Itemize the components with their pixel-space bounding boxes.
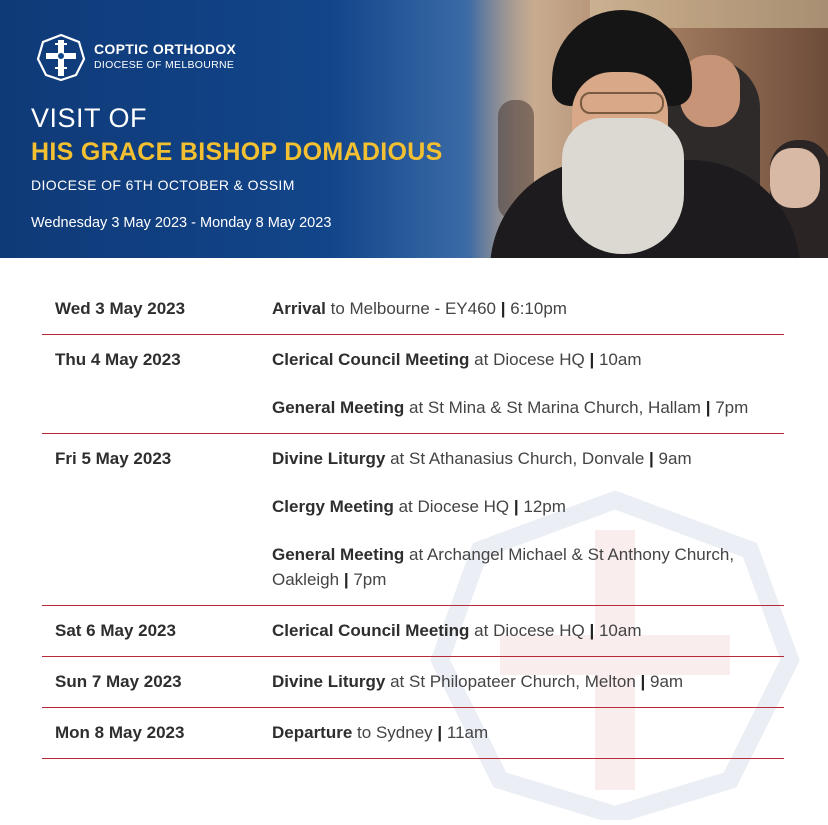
event-detail: at St Philopateer Church, Melton bbox=[390, 672, 636, 691]
schedule-event: Divine Liturgy at St Athanasius Church, Donvale | 9am bbox=[272, 449, 692, 468]
event-detail: at Diocese HQ bbox=[398, 497, 510, 516]
event-time: 9am bbox=[650, 672, 684, 691]
event-detail: at St Mina & St Marina Church, Hallam bbox=[409, 398, 701, 417]
schedule-date: Wed 3 May 2023 bbox=[55, 299, 186, 318]
schedule-events bbox=[272, 296, 784, 321]
schedule-event: General Meeting at St Mina & St Marina Church, Hallam | 7pm bbox=[272, 398, 749, 417]
schedule-events bbox=[272, 618, 784, 643]
event-title: Divine Liturgy bbox=[272, 672, 386, 691]
event-detail: to Sydney bbox=[357, 723, 433, 742]
event-title: Clergy Meeting bbox=[272, 497, 394, 516]
schedule-event: Departure to Sydney | 11am bbox=[272, 723, 489, 742]
org-subtitle: DIOCESE OF MELBOURNE bbox=[94, 59, 235, 71]
event-title: Divine Liturgy bbox=[272, 449, 386, 468]
event-title: General Meeting bbox=[272, 398, 405, 417]
event-time: 6:10pm bbox=[510, 299, 567, 318]
schedule-events bbox=[272, 669, 784, 694]
schedule-row bbox=[42, 284, 784, 335]
event-title: Arrival bbox=[272, 299, 326, 318]
event-detail: at Diocese HQ bbox=[474, 621, 585, 640]
schedule-date: Sat 6 May 2023 bbox=[55, 621, 176, 640]
event-title: Clerical Council Meeting bbox=[272, 350, 470, 369]
event-time: 11am bbox=[446, 723, 489, 742]
schedule-event: Clerical Council Meeting at Diocese HQ | 10am bbox=[272, 350, 642, 369]
event-detail: at Archangel Michael & St Anthony Church, Oakleigh bbox=[272, 545, 735, 589]
schedule-event: General Meeting at Archangel Michael & St Anthony Church, Oakleigh | 7pm bbox=[272, 545, 735, 589]
event-time: 9am bbox=[658, 449, 692, 468]
schedule-events bbox=[272, 347, 784, 420]
schedule-row bbox=[42, 434, 784, 606]
event-detail: at Diocese HQ bbox=[474, 350, 585, 369]
event-detail: at St Athanasius Church, Donvale bbox=[390, 449, 645, 468]
visit-schedule bbox=[42, 284, 784, 759]
diocese-logo bbox=[34, 32, 237, 82]
bishop-photo bbox=[470, 0, 828, 258]
header-banner bbox=[0, 0, 828, 258]
visit-date-range: Wednesday 3 May 2023 - Monday 8 May 2023 bbox=[31, 215, 332, 231]
event-time: 10am bbox=[598, 621, 642, 640]
event-detail: to Melbourne - EY460 bbox=[330, 299, 496, 318]
schedule-event: Divine Liturgy at St Philopateer Church, Melton | 9am bbox=[272, 672, 684, 691]
schedule-row bbox=[42, 708, 784, 759]
photo-background-priest-face bbox=[770, 148, 820, 208]
photo-bishop-glasses bbox=[580, 92, 664, 114]
schedule-row bbox=[42, 657, 784, 708]
bishop-diocese: DIOCESE OF 6TH OCTOBER & OSSIM bbox=[31, 177, 295, 193]
schedule-event: Clergy Meeting at Diocese HQ | 12pm bbox=[272, 497, 566, 516]
org-name: COPTIC ORTHODOX bbox=[94, 41, 237, 57]
event-time: 7pm bbox=[715, 398, 749, 417]
schedule-event: Arrival to Melbourne - EY460 | 6:10pm bbox=[272, 299, 567, 318]
event-title: Departure bbox=[272, 723, 353, 742]
schedule-date: Mon 8 May 2023 bbox=[55, 723, 185, 742]
photo-bishop-beard bbox=[562, 118, 684, 254]
schedule-row bbox=[42, 335, 784, 434]
schedule-row bbox=[42, 606, 784, 657]
coptic-cross-logo-icon bbox=[34, 32, 88, 82]
schedule-date: Fri 5 May 2023 bbox=[55, 449, 172, 468]
event-title: Clerical Council Meeting bbox=[272, 621, 470, 640]
event-time: 7pm bbox=[353, 570, 387, 589]
event-title: General Meeting bbox=[272, 545, 405, 564]
schedule-events bbox=[272, 720, 784, 745]
schedule-event: Clerical Council Meeting at Diocese HQ | 10am bbox=[272, 621, 642, 640]
schedule-date: Sun 7 May 2023 bbox=[55, 672, 182, 691]
bishop-name-heading: HIS GRACE BISHOP DOMADIOUS bbox=[31, 138, 443, 166]
schedule-events bbox=[272, 446, 784, 592]
event-time: 10am bbox=[598, 350, 642, 369]
event-time: 12pm bbox=[523, 497, 566, 516]
schedule-date: Thu 4 May 2023 bbox=[55, 350, 181, 369]
visit-heading: VISIT OF bbox=[31, 103, 148, 133]
